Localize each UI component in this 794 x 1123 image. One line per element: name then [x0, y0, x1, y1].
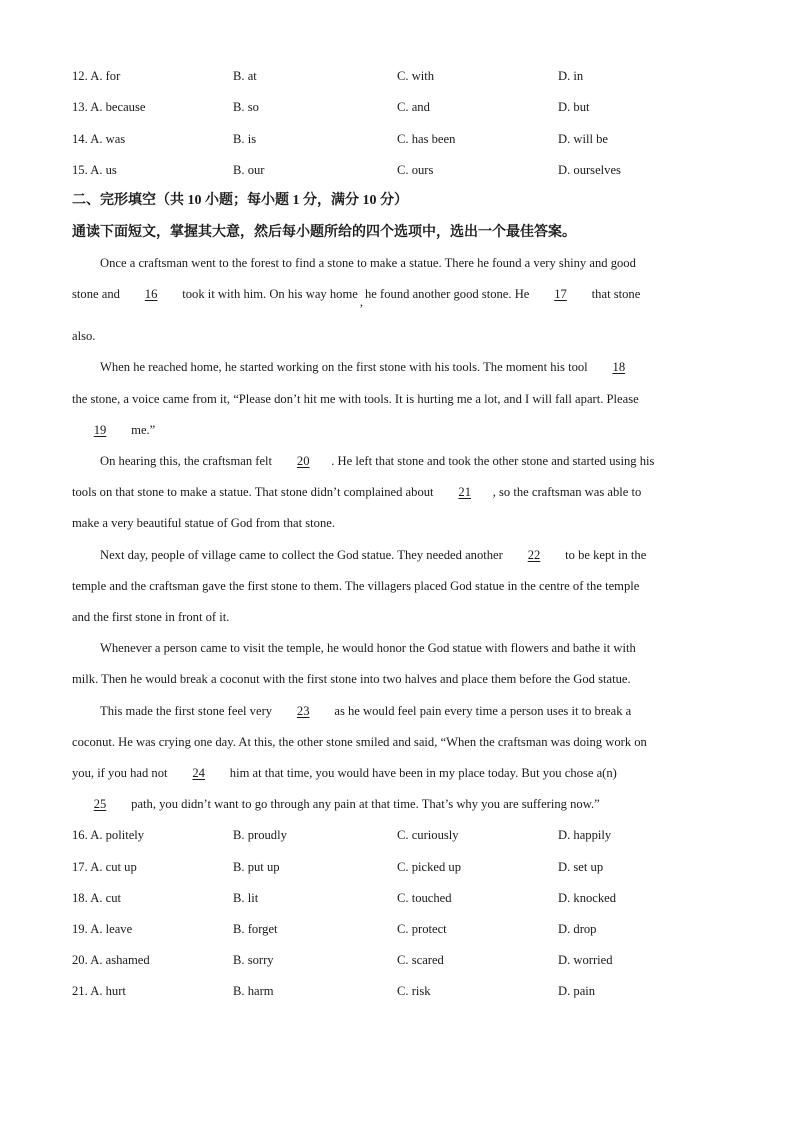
option-d: D. pain — [558, 984, 596, 998]
passage-line: 19 me.” — [72, 421, 155, 439]
passage-line: Once a craftsman went to the forest to find a stone to make a statue. There he found a very shiny and good — [100, 256, 636, 270]
option-c: C. picked up — [397, 860, 462, 874]
option-d: D. knocked — [558, 891, 617, 905]
passage-line: also. — [72, 329, 96, 343]
option-b: B. proudly — [233, 828, 287, 842]
passage-line: When he reached home, he started working on the first stone with his tools. The moment his tool 18 — [100, 358, 647, 376]
option-b: B. our — [233, 163, 265, 177]
option-d: D. happily — [558, 828, 612, 842]
section-title: 二、完形填空（共 10 小题；每小题 1 分，满分 10 分） — [72, 193, 408, 208]
option-b: B. sorry — [233, 953, 274, 967]
option-c: C. with — [397, 69, 435, 83]
blank-17[interactable]: 17 — [554, 287, 567, 301]
passage-line: temple and the craftsman gave the first stone to them. The villagers placed God statue in the centre of the temple — [72, 579, 640, 593]
blank-19[interactable]: 19 — [93, 423, 107, 437]
option-a: 15. A. us — [72, 163, 117, 177]
question-14-options — [72, 130, 752, 148]
passage-line: tools on that stone to make a statue. That stone didn’t complained about 21 , so the craftsman was able to — [72, 485, 642, 499]
question-17-options — [72, 858, 752, 876]
option-c: C. protect — [397, 922, 447, 936]
option-b: B. forget — [233, 922, 278, 936]
option-b: B. so — [233, 100, 259, 114]
passage-line: 25 path, you didn’t want to go through any pain at that time. That’s why you are suffering now.” — [72, 795, 600, 813]
passage-line: make a very beautiful statue of God from that stone. — [72, 516, 335, 530]
question-21-options — [72, 982, 752, 1000]
option-d: D. set up — [558, 860, 604, 874]
blank-21[interactable]: 21 — [458, 485, 471, 499]
option-b: B. harm — [233, 984, 274, 998]
option-d: D. ourselves — [558, 163, 621, 177]
question-20-options — [72, 951, 752, 969]
passage-line: and the first stone in front of it. — [72, 610, 230, 624]
option-a: 21. A. hurt — [72, 984, 126, 998]
option-b: B. at — [233, 69, 257, 83]
question-18-options — [72, 889, 752, 907]
option-d: D. but — [558, 100, 590, 114]
option-c: C. scared — [397, 953, 444, 967]
passage-line: Whenever a person came to visit the temple, he would honor the God statue with flowers and bathe it with — [100, 641, 636, 655]
passage-line: you, if you had not 24 him at that time, you would have been in my place today. But you chose a(n) — [72, 766, 617, 780]
option-d: D. worried — [558, 953, 613, 967]
blank-22[interactable]: 22 — [527, 548, 541, 562]
option-c: C. risk — [397, 984, 431, 998]
option-a: 14. A. was — [72, 132, 126, 146]
blank-23[interactable]: 23 — [296, 704, 310, 718]
passage-line: Next day, people of village came to collect the God statue. They needed another 22 to be kept in the — [100, 548, 647, 562]
blank-20[interactable]: 20 — [296, 454, 310, 468]
option-c: C. touched — [397, 891, 452, 905]
section-instruction: 通读下面短文，掌握其大意，然后每小题所给的四个选项中，选出一个最佳答案。 — [72, 225, 576, 240]
option-a: 18. A. cut — [72, 891, 121, 905]
option-a: 17. A. cut up — [72, 860, 137, 874]
blank-24[interactable]: 24 — [192, 766, 205, 780]
option-d: D. in — [558, 69, 584, 83]
passage-line: coconut. He was crying one day. At this, the other stone smiled and said, “When the craftsman was doing work on — [72, 735, 647, 749]
option-a: 20. A. ashamed — [72, 953, 150, 967]
option-c: C. has been — [397, 132, 456, 146]
passage-line: the stone, a voice came from it, “Please don’t hit me with tools. It is hurting me a lot, and I will fall apart. Please — [72, 392, 639, 406]
option-a: 13. A. because — [72, 100, 146, 114]
option-b: B. is — [233, 132, 257, 146]
question-13-options — [72, 98, 752, 116]
passage-line: stone and 16 took it with him. On his way home,he found another good stone. He 17 that stone — [72, 287, 641, 309]
option-b: B. put up — [233, 860, 280, 874]
option-a: 16. A. politely — [72, 828, 145, 842]
passage-line: milk. Then he would break a coconut with the first stone into two halves and place them before the God statue. — [72, 672, 631, 686]
blank-18[interactable]: 18 — [612, 360, 626, 374]
option-b: B. lit — [233, 891, 259, 905]
blank-25[interactable]: 25 — [93, 797, 107, 811]
blank-16[interactable]: 16 — [144, 287, 158, 301]
option-c: C. ours — [397, 163, 434, 177]
option-d: D. drop — [558, 922, 597, 936]
option-c: C. and — [397, 100, 430, 114]
passage-line: This made the first stone feel very 23 as he would feel pain every time a person uses it to break a — [100, 704, 632, 718]
passage-line: On hearing this, the craftsman felt 20 . He left that stone and took the other stone and started using his — [100, 454, 655, 468]
option-a: 19. A. leave — [72, 922, 133, 936]
question-12-options — [72, 67, 752, 85]
option-c: C. curiously — [397, 828, 459, 842]
option-a: 12. A. for — [72, 69, 121, 83]
question-16-options — [72, 826, 752, 844]
option-d: D. will be — [558, 132, 609, 146]
question-19-options — [72, 920, 752, 938]
question-15-options — [72, 161, 752, 179]
